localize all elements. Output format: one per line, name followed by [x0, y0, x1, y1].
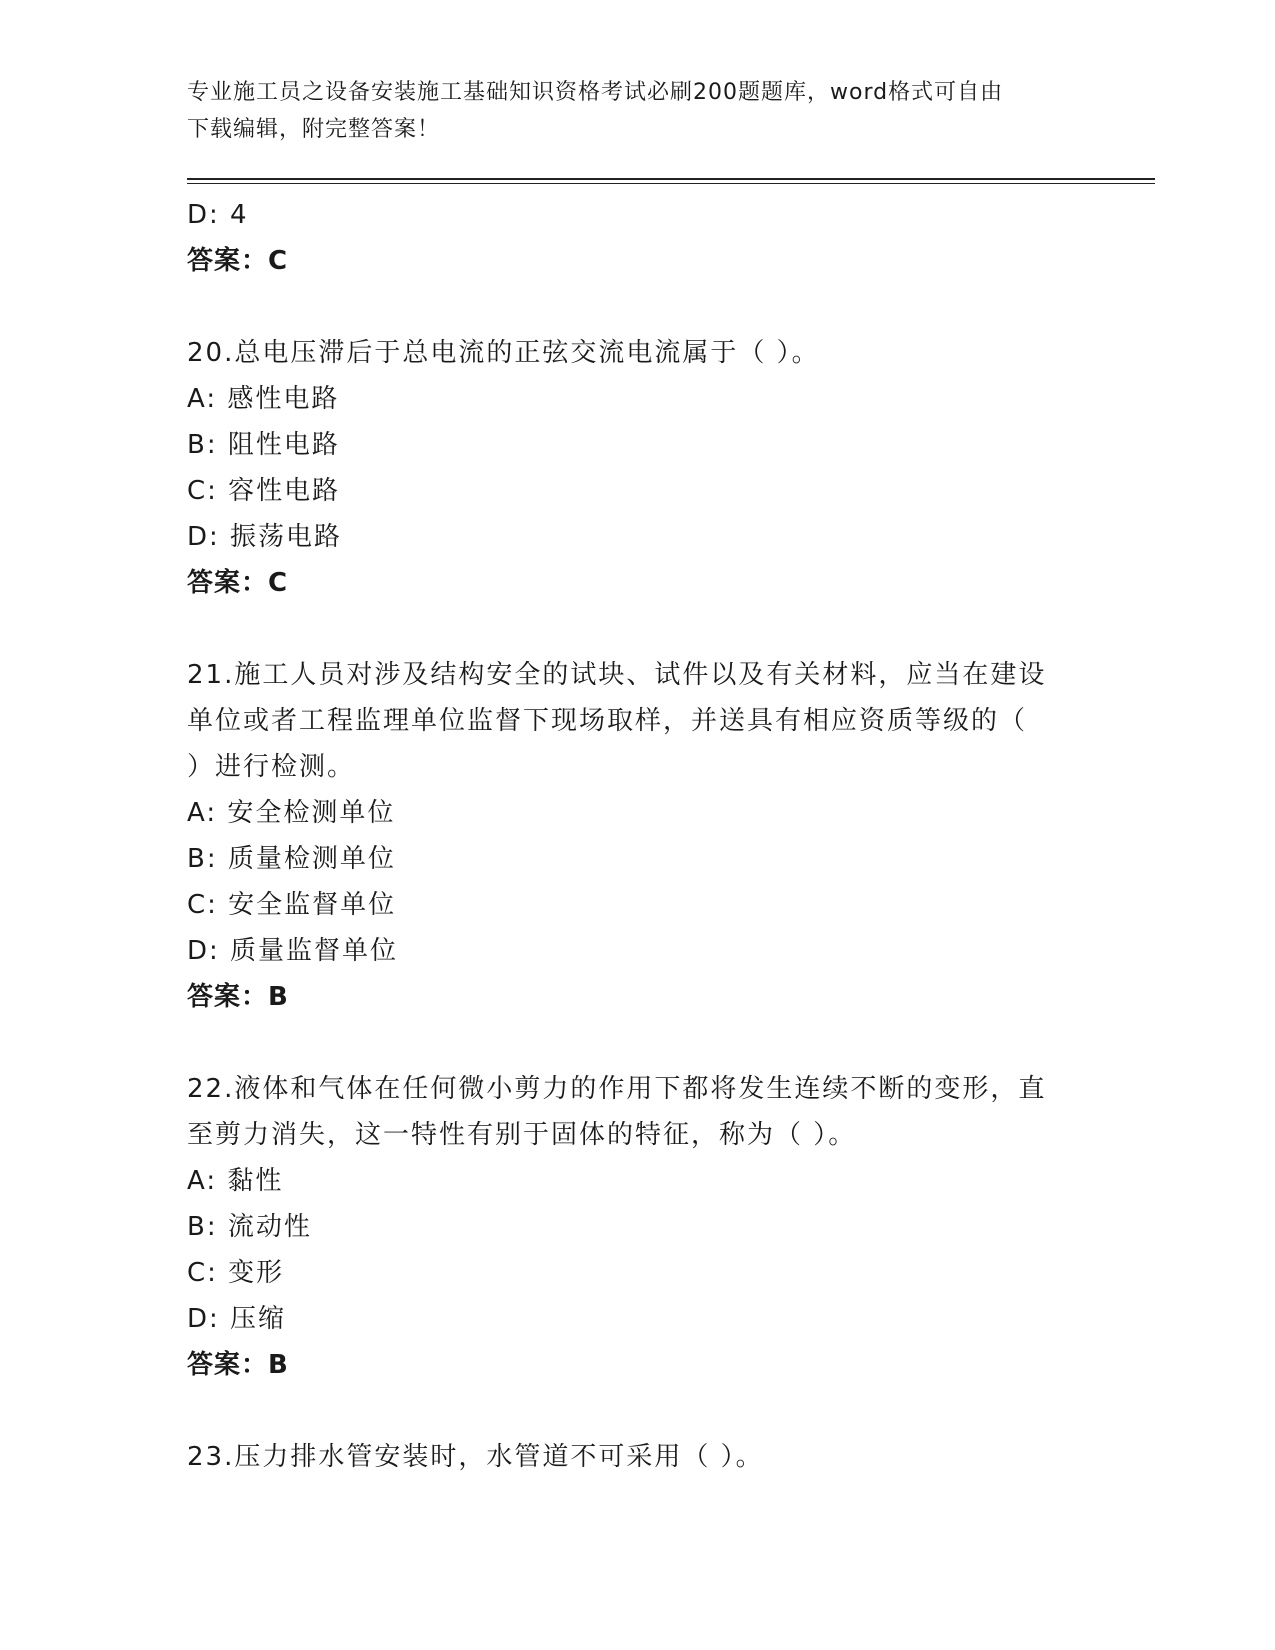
spacer [187, 606, 1087, 652]
question-stem-line-1: 22.液体和气体在任何微小剪力的作用下都将发生连续不断的变形，直 [187, 1074, 1047, 1104]
header-line-1: 专业施工员之设备安装施工基础知识资格考试必刷200题题库，word格式可自由 [187, 80, 1004, 105]
spacer [187, 284, 1087, 330]
answer: 答案：B [187, 982, 289, 1012]
question-stem-line-1: 21.施工人员对涉及结构安全的试块、试件以及有关材料，应当在建设 [187, 660, 1047, 690]
question-23 [187, 1434, 1087, 1480]
page-header [187, 74, 1067, 148]
header-divider-thick [187, 178, 1155, 180]
question-22 [187, 1066, 1087, 1388]
question-stem-line-2: 单位或者工程监理单位监督下现场取样，并送具有相应资质等级的（ [187, 706, 1028, 736]
answer: 答案：B [187, 1350, 289, 1380]
spacer [187, 1388, 1087, 1434]
option-d: D: 4 [187, 200, 249, 230]
option-b: B: 流动性 [187, 1212, 312, 1242]
option-c: C: 容性电路 [187, 476, 341, 506]
option-a: A: 黏性 [187, 1166, 284, 1196]
option-c: C: 变形 [187, 1258, 285, 1288]
option-d: D: 质量监督单位 [187, 936, 399, 966]
question-list [187, 192, 1087, 1480]
question-21 [187, 652, 1087, 1020]
option-b: B: 阻性电路 [187, 430, 340, 460]
question-stem: 23.压力排水管安装时，水管道不可采用（ ）。 [187, 1442, 764, 1472]
answer: 答案：C [187, 568, 289, 598]
header-divider-thin [187, 183, 1155, 184]
option-a: A: 安全检测单位 [187, 798, 396, 828]
option-c: C: 安全监督单位 [187, 890, 397, 920]
previous-question-tail [187, 192, 1087, 284]
header-line-2: 下载编辑，附完整答案！ [187, 117, 441, 142]
question-stem: 20.总电压滞后于总电流的正弦交流电流属于（ ）。 [187, 338, 820, 368]
question-stem-line-3: ）进行检测。 [187, 752, 356, 782]
option-d: D: 压缩 [187, 1304, 287, 1334]
option-b: B: 质量检测单位 [187, 844, 396, 874]
option-a: A: 感性电路 [187, 384, 340, 414]
option-d: D: 振荡电路 [187, 522, 343, 552]
question-stem-line-2: 至剪力消失，这一特性有别于固体的特征，称为（ ）。 [187, 1120, 857, 1150]
answer: 答案：C [187, 246, 289, 276]
spacer [187, 1020, 1087, 1066]
question-20 [187, 330, 1087, 606]
